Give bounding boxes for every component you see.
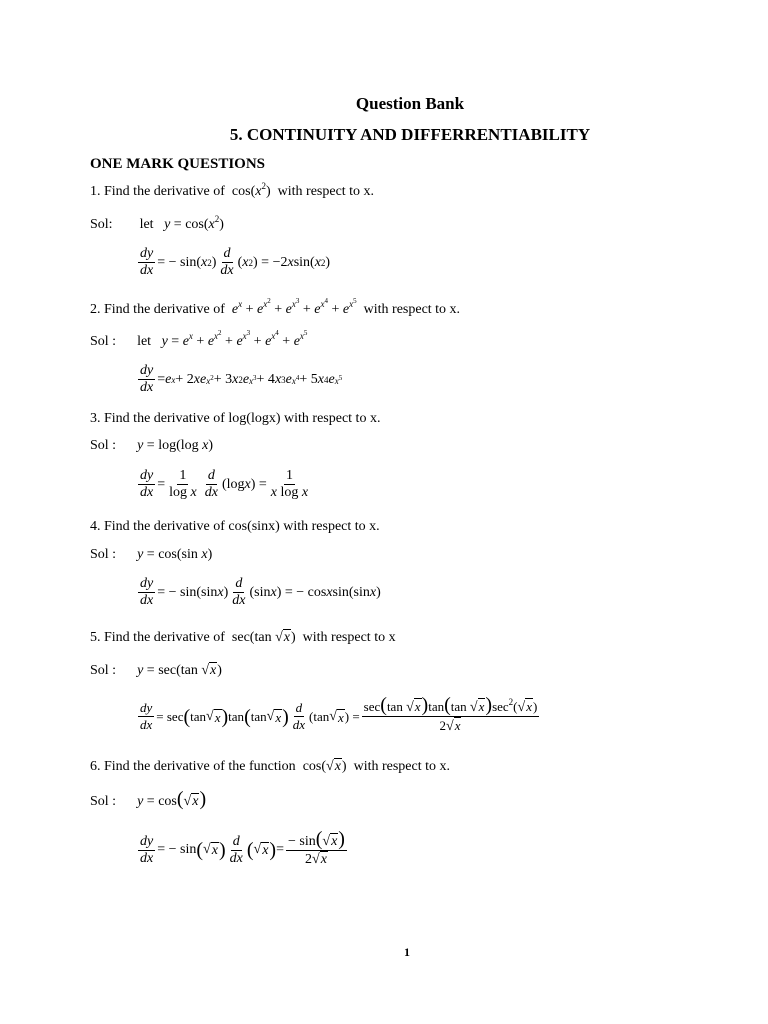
question-2-text: 2. Find the derivative of — [90, 302, 225, 317]
solution-3-expression: y = log(log x) — [137, 438, 214, 453]
sol-label: Sol : — [90, 663, 117, 678]
question-3 — [90, 411, 380, 427]
question-2 — [90, 297, 461, 318]
let-word: let — [139, 217, 154, 232]
question-6-suffix: with respect to x. — [353, 759, 451, 774]
solution-2-derivative: $\frac{dy}{dx}$ = e x + 2 xe $x^2$ + 3 x 2 e $x^3$ + 4 x 3 e $x^4$ + 5 x 4 e $x^5$ — [140, 363, 343, 395]
solution-2-let-expression: $y = e^x + e^{x^2} + e^{x^3} + e^{x^4} + e^{x^5}$ — [161, 329, 308, 349]
question-5-text: 5. Find the derivative of — [90, 630, 225, 645]
solution-5-derivative: $\frac{dy}{dx}$ = sec ( tan √ x ) tan ( tan √ x ) $\frac{d}{dx}$ (tan √ x ) = $\frac{\sec(\tan √x)\tan(\tan √x)\sec^2(√x)}{2√x}$ — [140, 694, 538, 734]
solution-3-derivative: $\frac{dy}{dx}$ = $\frac{1}{\text{log x}}$ $\frac{d}{dx}$ (log x ) = $\frac{1}{\text{x log x}}$ — [140, 468, 309, 500]
sol-label: Sol : — [90, 334, 117, 349]
solution-3-label-line — [90, 438, 213, 454]
sol-label: Sol : — [90, 794, 117, 809]
solution-5-label-line — [90, 662, 222, 679]
solution-1-let-expression: $y = \cos(x^2)$ — [164, 214, 224, 232]
question-1-text: 1. Find the derivative of — [90, 184, 225, 199]
let-word: let — [137, 334, 152, 349]
page-title: Question Bank — [355, 94, 465, 113]
question-3-text: 3. Find the derivative of log(logx) with respect to x. — [90, 411, 381, 426]
solution-6-derivative: $\frac{dy}{dx}$ = − sin ( √ x ) $\frac{d}{dx}$ ( √ x ) = $\frac{- \sin(√x)}{2√x}$ — [140, 828, 345, 867]
question-1 — [90, 181, 375, 200]
question-2-suffix: with respect to x. — [363, 302, 461, 317]
question-4-text: 4. Find the derivative of cos(sinx) with respect to x. — [90, 519, 380, 534]
solution-4-derivative: $\frac{dy}{dx}$ = − sin(sin x ) $\frac{d}{dx}$ (sin x ) = − cos x sin(sin x ) — [140, 576, 381, 608]
solution-6-expression: y = cos(√x) — [137, 788, 207, 810]
sol-label: Sol : — [90, 547, 117, 562]
solution-1-derivative: $\frac{dy}{dx}$ = − sin( x 2 ) $\frac{d}{dx}$ ( x 2 ) = −2 x sin( x 2 ) — [140, 246, 331, 278]
solution-4-label-line — [90, 547, 212, 563]
solution-4-expression: y = cos(sin x) — [137, 547, 213, 562]
solution-5-expression: y = sec(tan √x) — [137, 663, 222, 678]
solution-6-label-line — [90, 788, 207, 810]
sol-label: Sol: — [90, 217, 113, 232]
question-5-suffix: with respect to x — [302, 630, 396, 645]
question-5-expression: sec(tan √x) — [228, 630, 300, 645]
question-1-suffix: with respect to x. — [277, 184, 375, 199]
question-2-expression: $e^x + e^{x^2} + e^{x^3} + e^{x^4} + e^{x^5}$ — [231, 297, 357, 317]
section-heading: ONE MARK QUESTIONS — [90, 156, 266, 172]
question-1-expression: $\cos(x^2)$ — [228, 181, 275, 199]
chapter-title: 5. CONTINUITY AND DIFFERRENTIABILITY — [229, 125, 591, 144]
page-number: 1 — [404, 945, 410, 959]
solution-2-label-line — [90, 329, 308, 350]
question-6-expression: cos(√x) — [299, 759, 351, 774]
question-4 — [90, 519, 380, 535]
question-5 — [90, 629, 396, 646]
question-6 — [90, 758, 450, 775]
question-6-text: 6. Find the derivative of the function — [90, 759, 296, 774]
solution-1-label-line — [90, 214, 224, 233]
sol-label: Sol : — [90, 438, 117, 453]
